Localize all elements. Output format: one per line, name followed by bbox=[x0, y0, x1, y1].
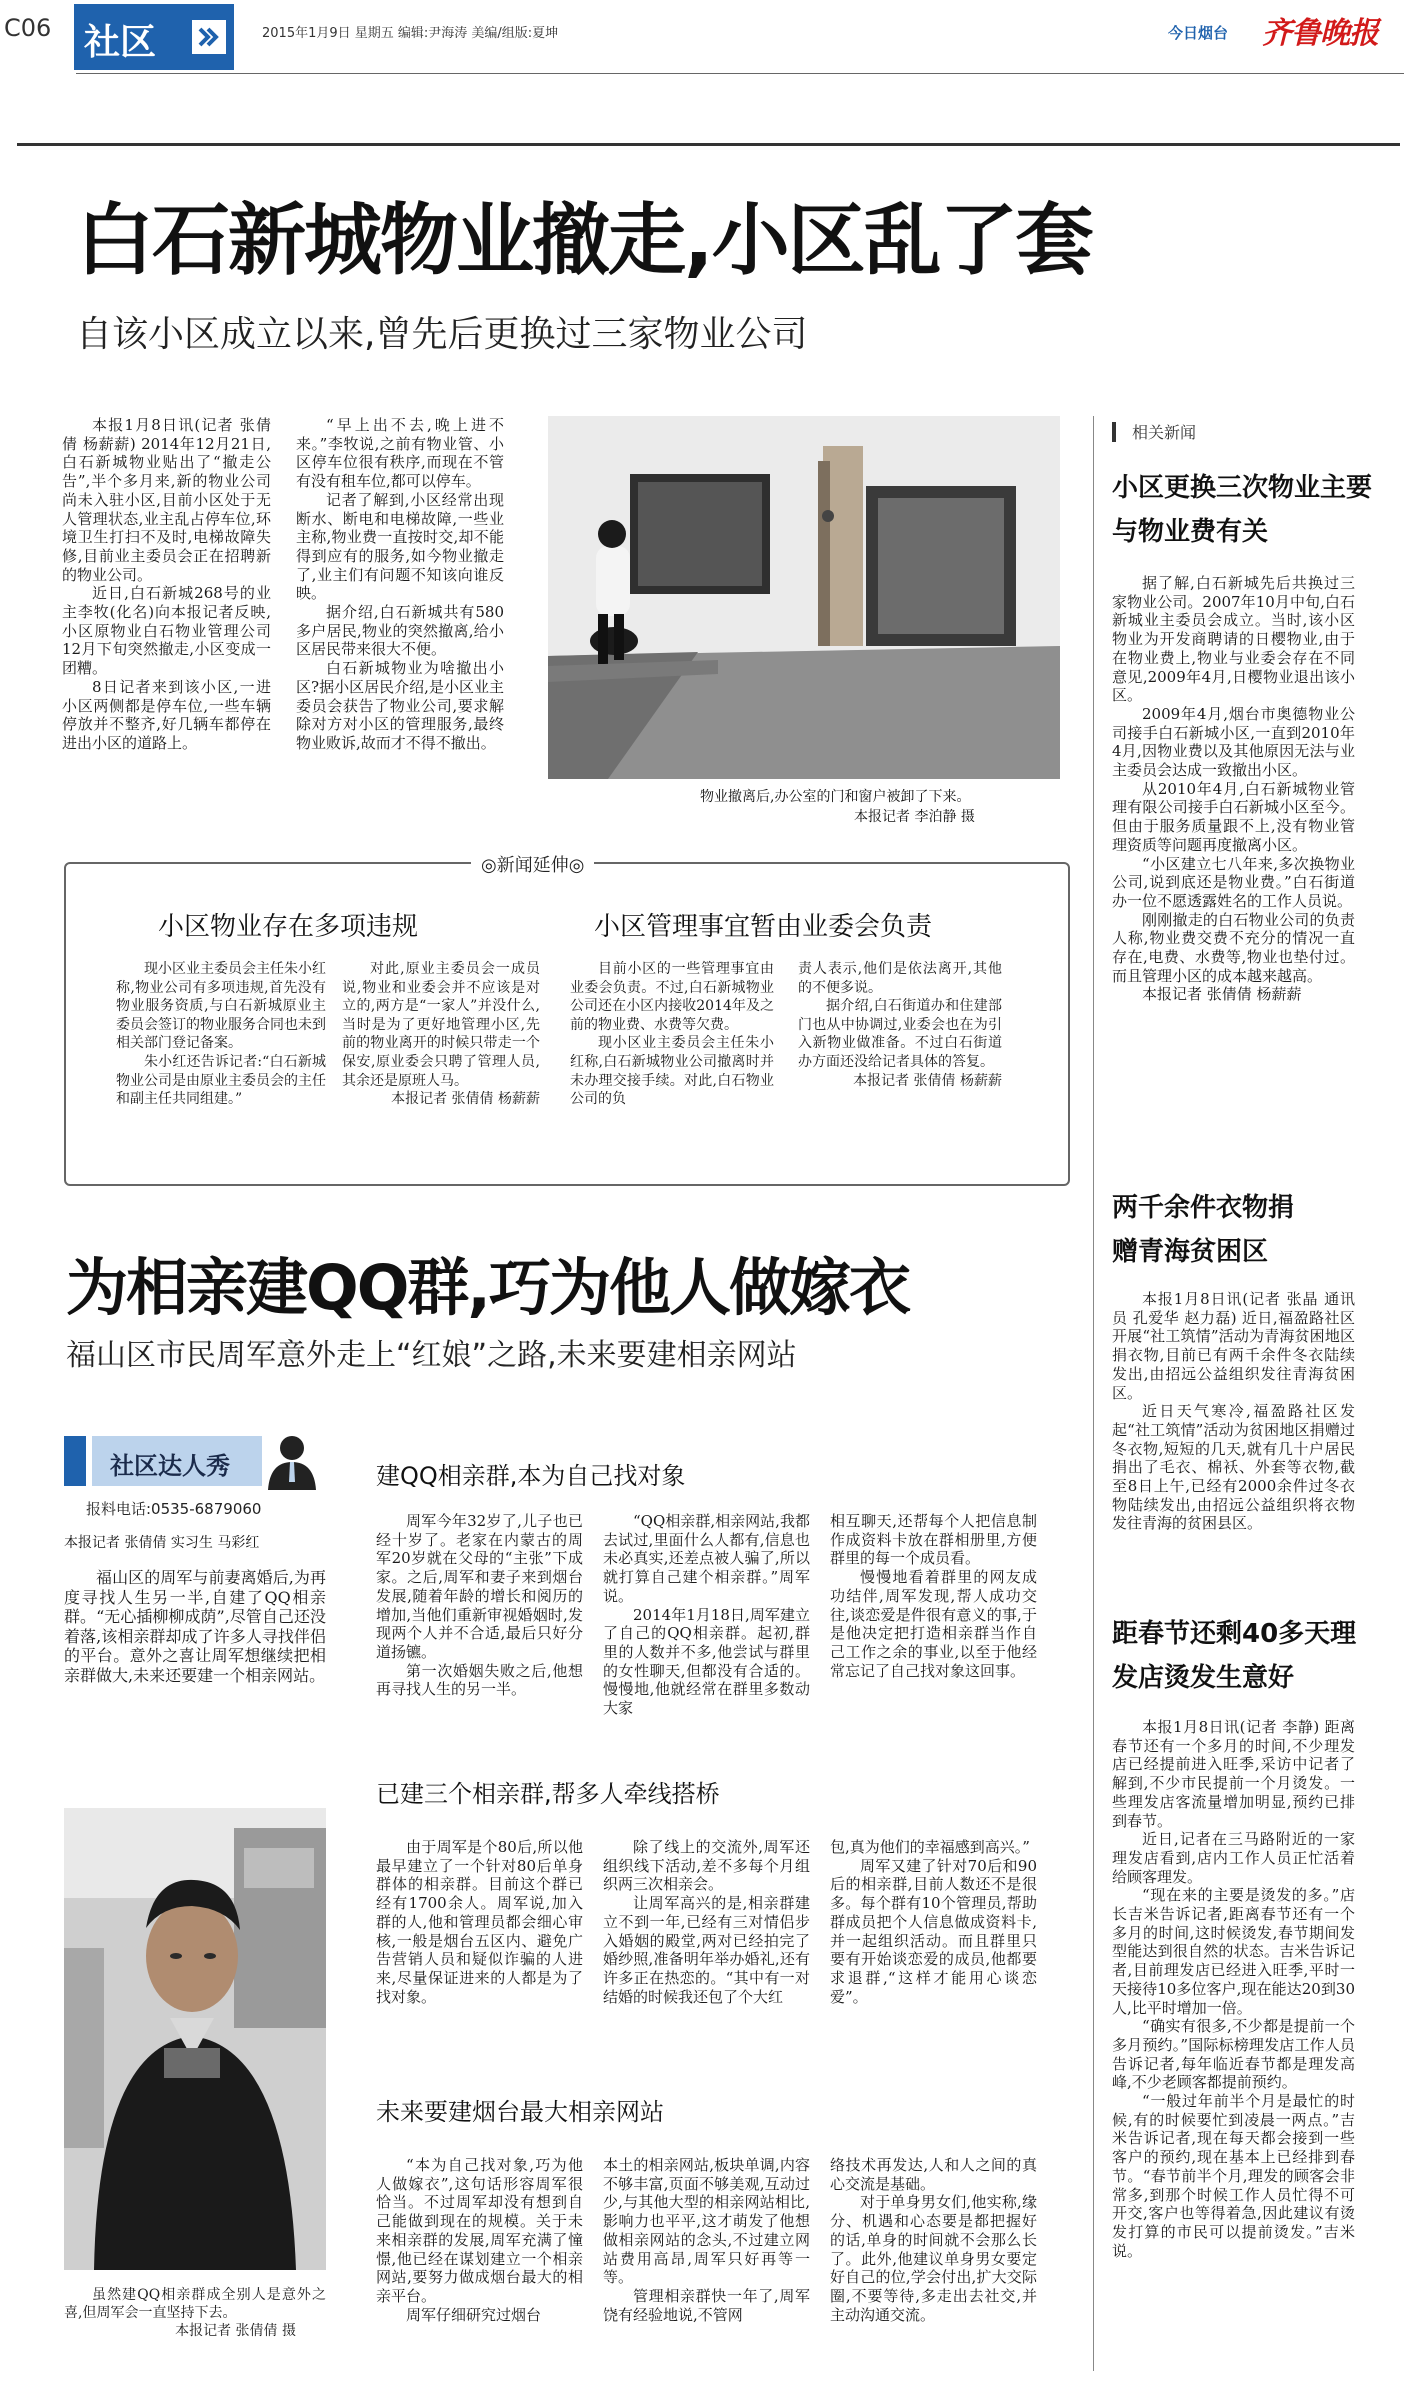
paragraph: 本报1月8日讯(记者 张倩倩 杨薪薪) 2014年12月21日,白石新城物业贴出了“撤走公告”,半个多月来,新的物业公司尚未入驻小区,目前小区处于无人管理状态,业主乱占停车位,环境卫生打扫不及时,电梯故障失修,目前业主委员会正在招聘新的物业公司。 bbox=[62, 416, 271, 584]
sidebar-divider bbox=[1093, 416, 1094, 2371]
person-silhouette-icon bbox=[262, 1432, 322, 1490]
section-title: 社区 bbox=[84, 22, 157, 63]
news-extension-label: ◎新闻延伸◎ bbox=[471, 851, 594, 877]
paragraph: 第一次婚姻失败之后,他想再寻找人生的另一半。 bbox=[376, 1661, 583, 1699]
paragraph: 刚刚撤走的白石物业公司的负责人称,物业费交费不充分的情况一直存在,电费、水费等,物业也垫付过。而且管理小区的成本越来越高。 bbox=[1112, 910, 1355, 985]
story1-col1 bbox=[62, 416, 271, 836]
story1-photo bbox=[548, 416, 1060, 779]
story2-lead bbox=[64, 1568, 326, 1782]
paragraph: 周军又建了针对70后和90后的相亲群,目前人数还不是很多。每个群有10个管理员,帮助群成员把个人信息做成资料卡,并一起组织活动。而且群里只要有开始谈恋爱的成员,他都要求退群,“这样才能用心谈恋爱”。 bbox=[830, 1856, 1037, 2006]
section-tab bbox=[74, 4, 234, 70]
paragraph: 朱小红还告诉记者:“白石新城物业公司是由原业主委员会的主任和副主任共同组建。” bbox=[116, 1053, 326, 1108]
story2-headline: 为相亲建QQ群,巧为他人做嫁衣 bbox=[66, 1251, 909, 1324]
story2-sub1: 建QQ相亲群,本为自己找对象 bbox=[376, 1462, 686, 1490]
story1-deck: 自该小区成立以来,曾先后更换过三家物业公司 bbox=[76, 314, 808, 355]
paragraph: 据介绍,白石新城共有580多户居民,物业的突然撤离,给小区居民带来很大不便。 bbox=[296, 603, 504, 659]
paragraph: 近日天气寒冷,福盈路社区发起“社工筑情”活动为贫困地区捐赠过冬衣物,短短的几天,就有几十户居民捐出了毛衣、棉袄、外套等衣物,截至8日上午,已经有2000余件过冬衣物陆续发出,由招远公益组织将衣物发往青海的贫困县区。 bbox=[1112, 1402, 1355, 1533]
paragraph: “确实有很多,不少都是提前一个多月预约。”国际标榜理发店工作人员告诉记者,每年临近春节都是理发高峰,不少老顾客都提前预约。 bbox=[1112, 2017, 1355, 2092]
label-marker-icon bbox=[1112, 422, 1116, 442]
news-extension-box bbox=[64, 855, 1070, 1186]
story1-photo-credit: 本报记者 李泊静 摄 bbox=[854, 809, 975, 825]
paragraph: 相互聊天,还帮每个人把信息制作成资料卡放在群相册里,方便群里的每一个成员看。 bbox=[830, 1512, 1037, 1568]
top-thick-rule bbox=[17, 143, 1400, 146]
story2-byline: 本报记者 张倩倩 实习生 马彩红 bbox=[64, 1535, 260, 1551]
paragraph: “早上出不去,晚上进不来。”李牧说,之前有物业管、小区停车位很有秩序,而现在不管有没有租车位,都可以停车。 bbox=[296, 416, 504, 491]
paragraph: 除了线上的交流外,周军还组织线下活动,差不多每个月组织两三次相亲会。 bbox=[603, 1838, 810, 1894]
story2-sub1-col2 bbox=[603, 1512, 810, 1740]
story2-sub3-col2 bbox=[603, 2156, 810, 2378]
story2-sub3: 未来要建烟台最大相亲网站 bbox=[376, 2098, 664, 2126]
paragraph: 由于周军是个80后,所以他最早建立了一个针对80后单身群体的相亲群。目前这个群已经有1700余人。周军说,加入群的人,他和管理员都会细心审核,一般是烟台五区内、避免广告营销人员和疑似诈骗的人进来,尽量保证进来的人都是为了找对象。 bbox=[376, 1838, 583, 2006]
byline: 本报记者 张倩倩 杨薪薪 bbox=[853, 1072, 1002, 1089]
header-rule bbox=[76, 73, 1404, 74]
story1-photo-caption: 物业撤离后,办公室的门和窗户被卸了下来。 bbox=[700, 789, 971, 805]
story2-sub3-col1 bbox=[376, 2156, 583, 2378]
ext-left-col2 bbox=[342, 960, 540, 1172]
paragraph: 从2010年4月,白石新城物业管理有限公司接手白石新城小区至今。但由于服务质量跟不上,没有物业管理资质等问题再度撤离小区。 bbox=[1112, 779, 1355, 854]
paragraph: 2014年1月18日,周军建立了自己的QQ相亲群。起初,群里的人数并不多,他尝试与群里的女性聊天,但都没有合适的。慢慢地,他就经常在群里多数动大家 bbox=[603, 1605, 810, 1718]
paragraph: 2009年4月,烟台市奥德物业公司接手白石新城小区,一直到2010年4月,因物业费以及其他原因无法与业主委员会达成一致撤出小区。 bbox=[1112, 704, 1355, 780]
photo-caption: 虽然建QQ相亲群成全别人是意外之喜,但周军会一直坚持下去。 bbox=[64, 2287, 326, 2321]
sidebar-label: 相关新闻 bbox=[1132, 423, 1197, 442]
badge-title: 社区达人秀 bbox=[110, 1452, 230, 1480]
sidebar-b3-body bbox=[1112, 1718, 1355, 2368]
paragraph: 慢慢地看着群里的网友成功结伴,周军发现,帮人成功交往,谈恋爱是件很有意义的事,于是他决定把打造相亲群当作自己工作之余的事业,以至于他经常忘记了自己找对象这回事。 bbox=[830, 1568, 1037, 1680]
byline: 本报记者 张倩倩 杨薪薪 bbox=[1142, 985, 1302, 1004]
sidebar-b1-body bbox=[1112, 574, 1355, 1144]
paragraph: 记者了解到,小区经常出现断水、断电和电梯故障,一些业主称,物业费一直按时交,却不能得到应有的服务,如今物业撤走了,业主们有问题不知该向谁反映。 bbox=[296, 490, 504, 603]
paragraph: 据介绍,白石街道办和住建部门也从中协调过,业委会也在为引入新物业做准备。不过白石街道办方面还没给记者具体的答复。 bbox=[798, 998, 1002, 1070]
story2-deck: 福山区市民周军意外走上“红娘”之路,未来要建相亲网站 bbox=[66, 1338, 797, 1373]
paragraph: 管理相亲群快一年了,周军饶有经验地说,不管网 bbox=[603, 2286, 810, 2324]
paragraph: 周军仔细研究过烟台 bbox=[406, 2305, 542, 2324]
paragraph: 对此,原业主委员会一成员说,物业和业委会并不应该是对立的,两方是“一家人”并没什么,当时是为了更好地管理小区,先前的物业离开的时候只带走一个保安,原业委会只聘了管理人员,其余还是原班人马。 bbox=[342, 961, 540, 1089]
paragraph: 据了解,白石新城先后共换过三家物业公司。2007年10月中旬,白石新城业主委员会成立。当时,该小区物业为开发商聘请的日樱物业,由于在物业费上,物业与业委会存在不同意见,2009年4月,日樱物业退出该小区。 bbox=[1112, 574, 1355, 705]
paragraph: 对于单身男女们,他实称,缘分、机遇和心态要是都把握好的话,单身的时间就不会那么长了。此外,他建议单身男女要定好自己的位,学会付出,扩大交际圈,不要等待,多走出去社交,并主动沟通交流。 bbox=[830, 2193, 1037, 2324]
ext-left-col1 bbox=[116, 960, 326, 1172]
ext-right-col1 bbox=[570, 960, 774, 1172]
story2-photo-caption-block bbox=[64, 2286, 326, 2350]
paragraph: 现小区业主委员会主任朱小红称,白石新城物业公司撤离时并未办理交接手续。对此,白石物业公司的负 bbox=[570, 1035, 774, 1108]
paragraph: “一般过年前半个月是最忙的时候,有的时候要忙到凌晨一两点。”吉米告诉记者,现在每天都会接到一些客户的预约,现在基本上已经排到春节。“春节前半个月,理发的顾客会非常多,到那个时候工作人员忙得不可开交,客户也等得着急,因此建议有烫发打算的市民可以提前烫发。”吉米说。 bbox=[1112, 2092, 1355, 2260]
story2-sub2: 已建三个相亲群,帮多人牵线搭桥 bbox=[376, 1780, 720, 1808]
badge-left-bar bbox=[64, 1436, 86, 1486]
sidebar-label-bar bbox=[1112, 420, 1352, 444]
paragraph: 让周军高兴的是,相亲群建立不到一年,已经有三对情侣步入婚姻的殿堂,两对已经拍完了婚纱照,准备明年举办婚礼,还有许多正在热恋的。“其中有一对结婚的时候我还包了个大红 bbox=[603, 1894, 810, 2006]
hotline: 报料电话:0535-6879060 bbox=[86, 1500, 262, 1518]
paragraph: 8日记者来到该小区,一进小区两侧都是停车位,一些车辆停放并不整齐,好几辆车都停在进出小区的道路上。 bbox=[62, 677, 271, 752]
story2-sub2-col3 bbox=[830, 1838, 1037, 2064]
paragraph: “小区建立七八年来,多次换物业公司,说到底还是物业费。”白石街道办一位不愿透露姓名的工作人员说。 bbox=[1112, 854, 1355, 910]
column-badge bbox=[64, 1432, 326, 1490]
paragraph: 近日,记者在三马路附近的一家理发店看到,店内工作人员正忙活着给顾客理发。 bbox=[1112, 1830, 1355, 1886]
date-line: 2015年1月9日 星期五 编辑:尹海涛 美编/组版:夏坤 bbox=[262, 26, 559, 41]
story2-sub2-col1 bbox=[376, 1838, 583, 2064]
paragraph: 责人表示,他们是依法离开,其他的不便多说。 bbox=[798, 961, 1002, 996]
ext-right-col2 bbox=[798, 960, 1002, 1172]
sidebar-b2-title: 两千余件衣物捐赠青海贫困区 bbox=[1112, 1193, 1295, 1267]
story1-headline: 白石新城物业撤走,小区乱了套 bbox=[76, 196, 1092, 286]
story2-sub1-col1 bbox=[376, 1512, 583, 1740]
sidebar-b2-body bbox=[1112, 1290, 1355, 1590]
paragraph: 本报1月8日讯(记者 李静) 距离春节还有一个多月的时间,不少理发店已经提前进入旺季,采访中记者了解到,不少市民提前一个月烫发。一些理发店客流量增加明显,预约已排到春节。 bbox=[1112, 1718, 1355, 1830]
photo-credit: 本报记者 张倩倩 摄 bbox=[175, 2323, 296, 2339]
sidebar-b1-title: 小区更换三次物业主要与物业费有关 bbox=[1112, 473, 1373, 547]
paragraph: 现小区业主委员会主任朱小红称,物业公司有多项违规,首先没有物业服务资质,与白石新城原业主委员会签订的物业服务合同也未到相关部门登记备案。 bbox=[116, 961, 326, 1052]
page-header bbox=[0, 0, 1417, 78]
paragraph: 福山区的周军与前妻离婚后,为再度寻找人生另一半,自建了QQ相亲群。“无心插柳柳成荫”,尽管自己还没着落,该相亲群却成了许多人寻找伴侣的平台。意外之喜让周军想继续把相亲群做大,未来还要建一个相亲网站。 bbox=[64, 1568, 326, 1685]
double-chevron-icon bbox=[192, 20, 226, 54]
paragraph: 目前小区的一些管理事宜由业委会负责。不过,白石新城物业公司还在小区内接收2014年及之前的物业费、水费等欠费。 bbox=[570, 961, 774, 1033]
paragraph: 本土的相亲网站,板块单调,内容不够丰富,页面不够美观,互动过少,与其他大型的相亲网站相比,影响力也平平,这才萌发了他想做相亲网站的念头,不过建立网站费用高昂,周军只好再等一等。 bbox=[603, 2156, 810, 2287]
sidebar-b3-title: 距春节还剩40多天理发店烫发生意好 bbox=[1112, 1619, 1357, 1693]
paragraph: 本报1月8日讯(记者 张晶 通讯员 孔爱华 赵力磊) 近日,福盈路社区开展“社工筑情”活动为青海贫困地区捐衣物,目前已有两千余件冬衣陆续发出,由招远公益组织发往青海贫困区。 bbox=[1112, 1290, 1355, 1402]
story2-sub3-col3 bbox=[830, 2156, 1037, 2378]
today-label: 今日烟台 bbox=[1168, 24, 1229, 42]
paragraph: “QQ相亲群,相亲网站,我都去试过,里面什么人都有,信息也未必真实,还差点被人骗了,所以就打算自己建个相亲群。”周军说。 bbox=[603, 1512, 810, 1605]
paragraph: 近日,白石新城268号的业主李牧(化名)向本报记者反映,小区原物业白石物业管理公司12月下旬突然撤走,小区变成一团糟。 bbox=[62, 584, 271, 678]
paragraph: “本为自己找对象,巧为他人做嫁衣”,这句话形容周军很恰当。不过周军却没有想到自己能做到现在的规模。关于未来相亲群的发展,周军充满了憧憬,他已经在谋划建立一个相亲网站,要努力做成烟台最大的相亲平台。 bbox=[376, 2156, 583, 2305]
paragraph: 包,真为他们的幸福感到高兴。” bbox=[830, 1838, 1030, 1856]
ext-left-title: 小区物业存在多项违规 bbox=[158, 912, 419, 942]
story2-photo bbox=[64, 1808, 326, 2270]
paper-logo: 齐鲁晚报 bbox=[1262, 16, 1378, 51]
paragraph: 络技术再发达,人和人之间的真心交流是基础。 bbox=[830, 2156, 1037, 2193]
story1-col2 bbox=[296, 416, 504, 836]
story2-sub1-col3 bbox=[830, 1512, 1037, 1740]
paragraph: “现在来的主要是烫发的多。”店长吉米告诉记者,距离春节还有一个多月的时间,这时候烫发,春节期间发型能达到很自然的状态。吉米告诉记者,目前理发店已经进入旺季,平时一天接待10多位客户,现在能达20到30人,比平时增加一倍。 bbox=[1112, 1886, 1355, 2017]
paragraph: 周军今年32岁了,儿子也已经十岁了。老家在内蒙古的周军20岁就在父母的“主张”下成家。之后,周军和妻子来到烟台发展,随着年龄的增长和阅历的增加,当他们重新审视婚姻时,发现两个人并不合适,最后只好分道扬镳。 bbox=[376, 1512, 583, 1661]
ext-right-title: 小区管理事宜暂由业委会负责 bbox=[594, 912, 933, 942]
paragraph: 白石新城物业为啥撤出小区?据小区居民介绍,是小区业主委员会获告了物业公司,要求解除对方对小区的管理服务,最终物业败诉,故而才不得不撤出。 bbox=[296, 659, 504, 752]
page-number: C06 bbox=[4, 14, 52, 42]
byline: 本报记者 张倩倩 杨薪薪 bbox=[391, 1091, 540, 1108]
story2-sub2-col2 bbox=[603, 1838, 810, 2064]
